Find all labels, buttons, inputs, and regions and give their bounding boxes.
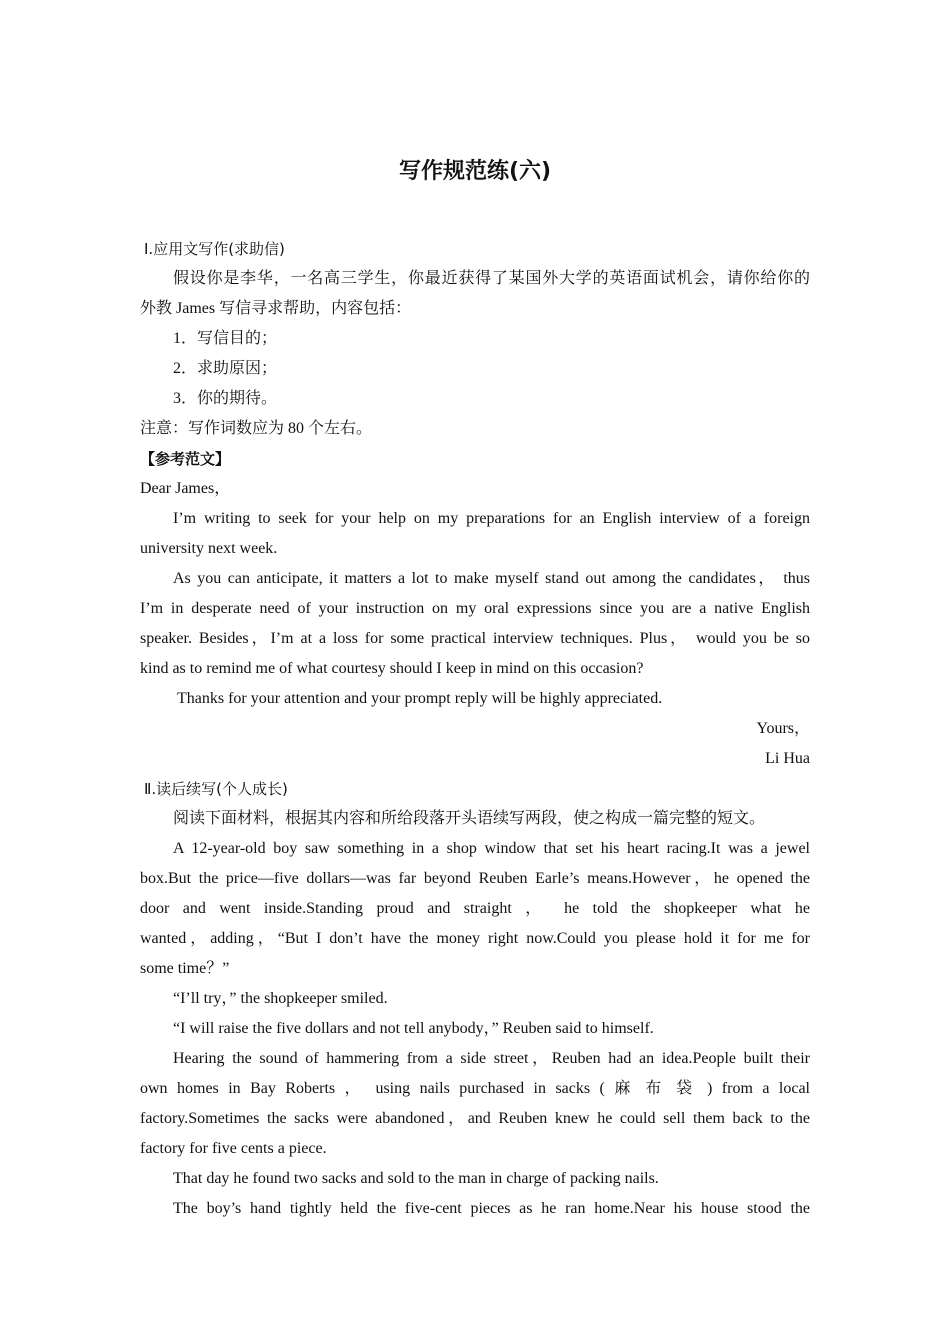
story-paragraph-line: A 12-year-old boy saw something in a shop window that set his heart racing.It was a jewel: [173, 840, 810, 857]
story-paragraph-line: factory.Sometimes the sacks were abandoned，and Reuben knew he could sell them back to the: [140, 1110, 810, 1127]
letter-signature: Li Hua: [765, 750, 810, 767]
story-paragraph-line: own homes in Bay Roberts ， using nails purchased in sacks ( 麻 布 袋 ) from a local: [140, 1080, 810, 1097]
reference-label: 【参考范文】: [140, 450, 231, 468]
letter-closing: Yours，: [756, 720, 810, 737]
letter-paragraph-line: Thanks for your attention and your prompt reply will be highly appreciated.: [177, 690, 663, 707]
list-item: 1．写信目的；: [173, 330, 278, 347]
letter-greeting: Dear James，: [140, 480, 231, 497]
story-paragraph-line: box.But the price—five dollars—was far beyond Reuben Earle’s means.However，he opened the: [140, 870, 810, 887]
story-paragraph-line: some time？”: [140, 960, 230, 977]
word-count-note: 注意：写作词数应为 80 个左右。: [140, 420, 373, 437]
letter-paragraph-line: I’m writing to seek for your help on my preparations for an English interview of a foreign: [173, 510, 810, 527]
letter-paragraph-line: kind as to remind me of what courtesy should I keep in mind on this occasion?: [140, 660, 644, 677]
story-paragraph-line: factory for five cents a piece.: [140, 1140, 327, 1157]
letter-paragraph-line: speaker. Besides，I’m at a loss for some practical interview techniques. Plus， would you be so: [140, 630, 810, 647]
letter-paragraph-line: As you can anticipate, it matters a lot to make myself stand out among the candidates， thus: [173, 570, 810, 587]
instruction-line: 阅读下面材料，根据其内容和所给段落开头语续写两段，使之构成一篇完整的短文。: [173, 810, 766, 827]
story-paragraph-line: “I’ll try，” the shopkeeper smiled.: [173, 990, 388, 1007]
list-item: 2．求助原因；: [173, 360, 278, 377]
story-paragraph-line: “I will raise the five dollars and not tell anybody，” Reuben said to himself.: [173, 1020, 654, 1037]
letter-paragraph-line: I’m in desperate need of your instruction on my oral expressions since you are a native English: [140, 600, 810, 617]
story-paragraph-line: That day he found two sacks and sold to the man in charge of packing nails.: [173, 1170, 659, 1187]
page-title: 写作规范练(六): [398, 159, 552, 184]
document-body: [140, 234, 810, 1224]
prompt-line: 外教 James 写信寻求帮助，内容包括：: [140, 300, 412, 317]
letter-paragraph-line: university next week.: [140, 540, 278, 557]
section-heading-1: Ⅰ.应用文写作(求助信): [144, 240, 285, 258]
story-paragraph-line: wanted，adding，“But I don’t have the money right now.Could you please hold it for me for: [140, 930, 810, 947]
story-paragraph-line: The boy’s hand tightly held the five-cent pieces as he ran home.Near his house stood the: [173, 1200, 810, 1217]
story-paragraph-line: Hearing the sound of hammering from a side street，Reuben had an idea.People built their: [173, 1050, 810, 1067]
section-heading-2: Ⅱ.读后续写(个人成长): [144, 780, 288, 798]
list-item: 3．你的期待。: [173, 390, 278, 407]
prompt-line: 假设你是李华，一名高三学生，你最近获得了某国外大学的英语面试机会，请你给你的: [173, 270, 810, 287]
story-paragraph-line: door and went inside.Standing proud and straight ， he told the shopkeeper what he: [140, 900, 810, 917]
